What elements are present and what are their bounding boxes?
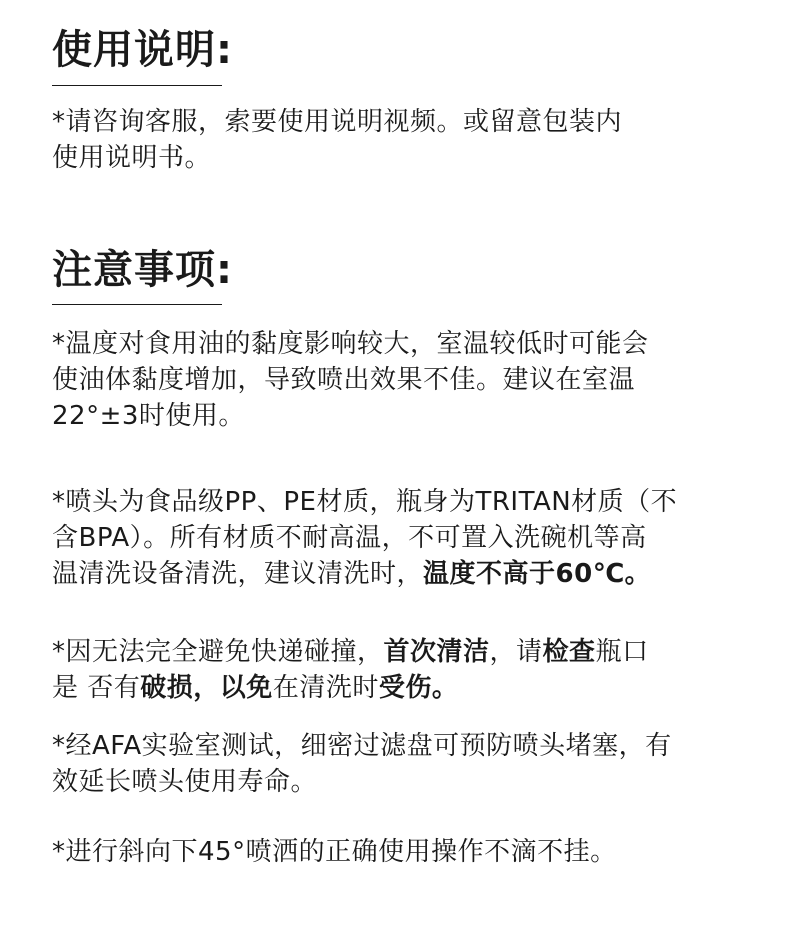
note-temperature-line-3: 22°±3时使用。 <box>52 401 245 431</box>
bold-injury: 受伤 <box>378 673 432 703</box>
bold-avoid: 以免 <box>219 673 273 703</box>
note-materials-text: 温清洗设备清洗，建议清洗时， <box>52 559 424 589</box>
text-segment: 是 否有 <box>52 673 141 703</box>
bold-check: 检查 <box>542 637 596 667</box>
usage-heading: 使用说明: <box>52 27 233 73</box>
text-segment: 在清洗时 <box>272 673 379 703</box>
usage-heading-underline <box>52 85 222 86</box>
note-materials-line-1: *喷头为食品级PP、PE材质，瓶身为TRITAN材质（不 <box>52 487 678 517</box>
note-materials-line-3 <box>52 556 752 592</box>
note-temperature-line-2: 使油体黏度增加，导致喷出效果不佳。建议在室温 <box>52 365 636 395</box>
note-temperature-line-1: *温度对食用油的黏度影响较大，室温较低时可能会 <box>52 329 649 359</box>
note-materials-temperature-limit: 温度不高于60℃。 <box>423 559 652 589</box>
note-inspection-line-2 <box>52 670 752 706</box>
note-inspection <box>52 634 752 706</box>
note-filter-line-2: 效延长喷头使用寿命。 <box>52 767 318 797</box>
text-segment: *因无法完全避免快递碰撞， <box>52 637 384 667</box>
text-segment: ，请 <box>489 637 543 667</box>
bold-damage: 破损 <box>140 673 194 703</box>
note-filter-line-1: *经AFA实验室测试，细密过滤盘可预防喷头堵塞，有 <box>52 731 672 761</box>
note-filter <box>52 728 752 800</box>
usage-line-2: 使用说明书。 <box>52 143 212 173</box>
note-materials-line-2: 含BPA）。所有材质不耐高温，不可置入洗碗机等高 <box>52 523 647 553</box>
notes-heading-underline <box>52 304 222 305</box>
note-temperature <box>52 326 752 434</box>
note-inspection-line-1 <box>52 634 752 670</box>
bold-period: 。 <box>431 673 459 703</box>
bold-first-clean: 首次清洁 <box>383 637 490 667</box>
note-materials <box>52 484 752 592</box>
note-spray-angle <box>52 834 752 870</box>
bold-comma: ， <box>193 673 220 703</box>
usage-line-1: *请咨询客服，索要使用说明视频。或留意包装内 <box>52 107 623 137</box>
text-segment: 瓶口 <box>595 637 649 667</box>
note-spray-angle-line-1: *进行斜向下45°喷洒的正确使用操作不滴不挂。 <box>52 837 617 867</box>
notes-heading: 注意事项: <box>52 247 233 293</box>
usage-paragraph <box>52 104 752 176</box>
